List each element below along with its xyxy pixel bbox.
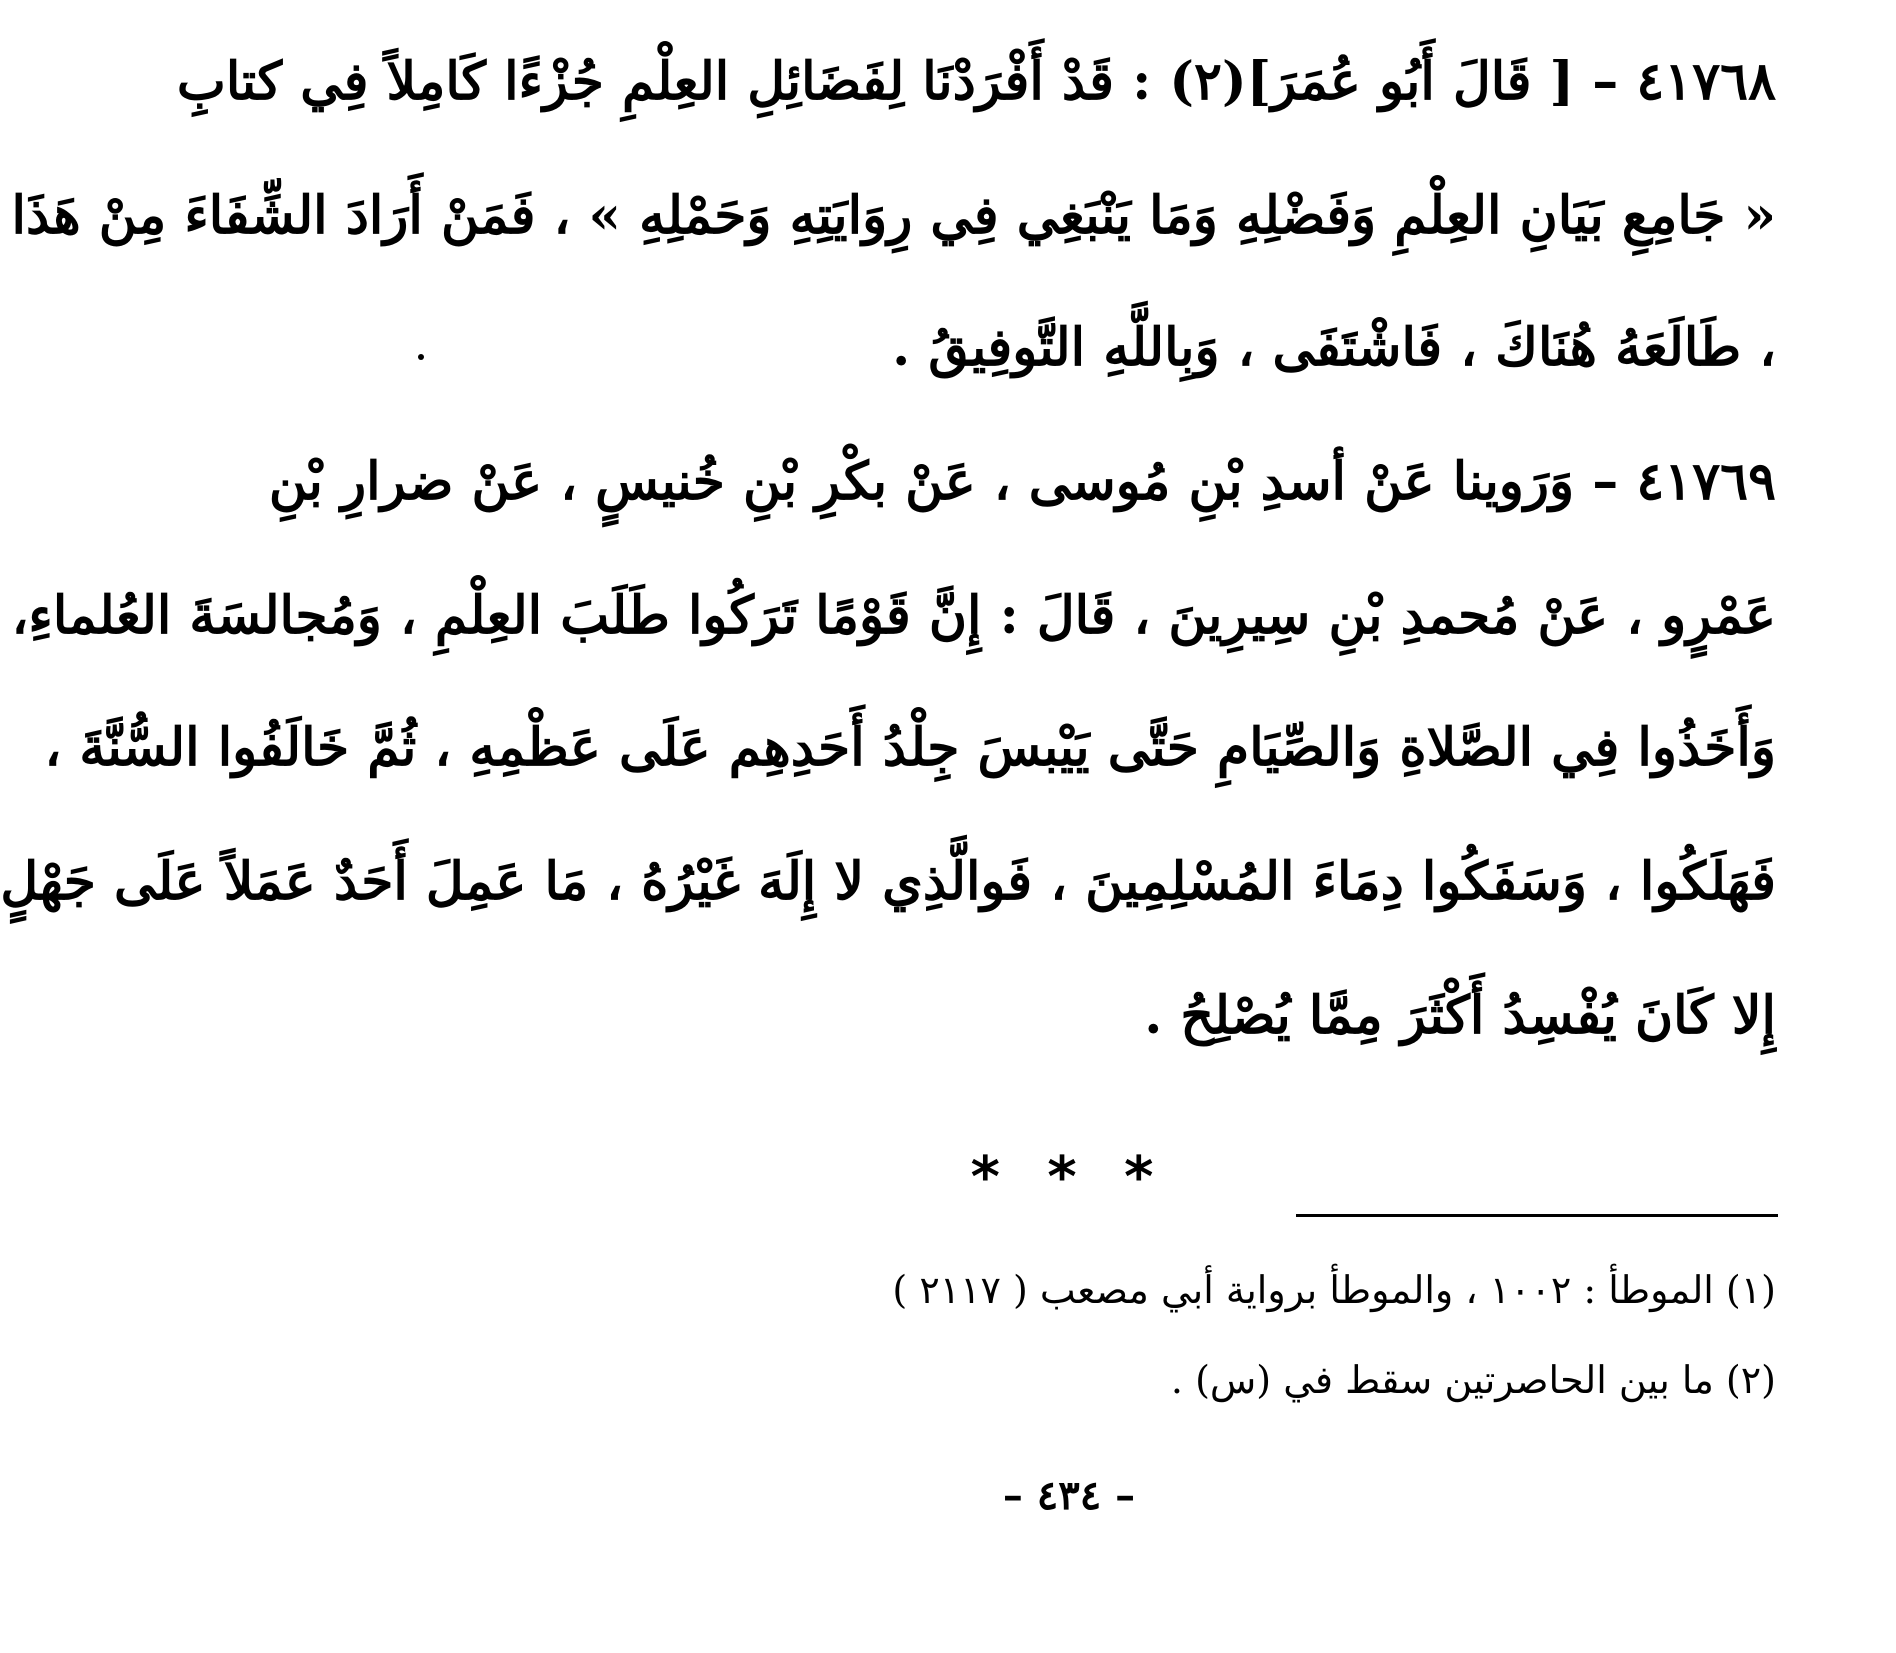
footnote-2: (٢) ما بين الحاصرتين سقط في (س) .	[1170, 1358, 1776, 1402]
paragraph-41769-line-4: فَهَلَكُوا ، وَسَفَكُوا دِمَاءَ المُسْلِمِينَ ، فَوالَّذِي لا إِلَهَ غَيْرُهُ ، مَا عَمِلَ أَحَدٌ عَمَلاً عَلَى جَهْلٍ	[0, 851, 1776, 912]
scan-speck	[418, 354, 424, 360]
paragraph-41769-line-5: إِلا كَانَ يُفْسِدُ أَكْثَرَ مِمَّا يُصْلِحُ .	[1144, 985, 1776, 1046]
paragraph-41768-line-3: ، طَالَعَهُ هُنَاكَ ، فَاشْتَفَى ، وَبِاللَّهِ التَّوفِيقُ .	[892, 317, 1776, 378]
paragraph-41768-line-1: ٤١٧٦٨ – [ قَالَ أَبُو عُمَرَ](٢) : قَدْ أَفْرَدْنَا لِفَضَائِلِ العِلْمِ جُزْءًا كَامِلاً فِي كتابِ	[176, 51, 1776, 112]
paragraph-41768-line-2: « جَامِعِ بَيَانِ العِلْمِ وَفَضْلِهِ وَمَا يَنْبَغِي فِي رِوَايَتِهِ وَحَمْلِهِ » ، فَمَنْ أَرَادَ الشِّفَاءَ مِنْ هَذَا	[11, 185, 1776, 246]
section-separator: * * *	[970, 1145, 1168, 1210]
paragraph-41769-line-1: ٤١٧٦٩ – وَرَوينا عَنْ أسدِ بْنِ مُوسى ، عَنْ بكْرِ بْنِ خُنيسٍ ، عَنْ ضرارِ بْنِ	[268, 451, 1776, 512]
footnote-1: (١) الموطأ : ١٠٠٢ ، والموطأ برواية أبي مصعب ( ٢١١٧ )	[892, 1268, 1776, 1312]
footnote-divider	[1296, 1214, 1778, 1217]
page-number: – ٤٣٤ –	[1002, 1472, 1136, 1519]
paragraph-41769-line-3: وَأَخَذُوا فِي الصَّلاةِ وَالصِّيَامِ حَتَّى يَيْبسَ جِلْدُ أَحَدِهِم عَلَى عَظْمِهِ ، ثُمَّ خَالَفُوا السُّنَّةَ ،	[44, 717, 1776, 778]
paragraph-41769-line-2: عَمْرٍو ، عَنْ مُحمدِ بْنِ سِيرِينَ ، قَالَ : إِنَّ قَوْمًا تَرَكُوا طَلَبَ العِلْمِ ، وَمُجالسَةَ العُلماءِ،	[11, 585, 1776, 646]
